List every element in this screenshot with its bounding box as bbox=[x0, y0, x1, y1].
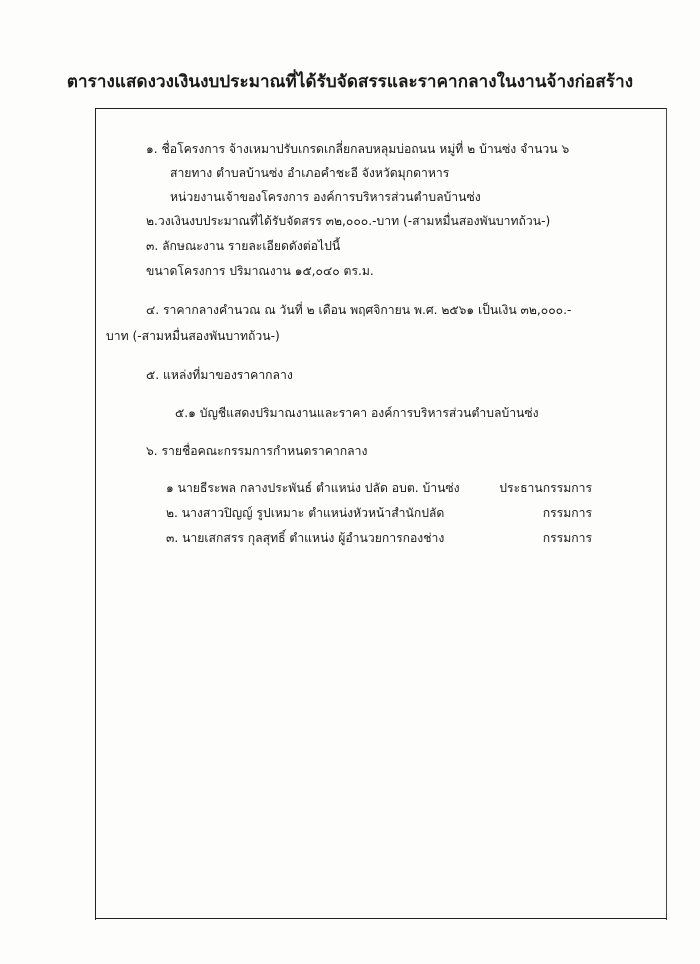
median-price-line1: ๔. ราคากลางคำนวณ ณ วันที่ ๒ เดือน พฤศจิกายน พ.ศ. ๒๕๖๑ เป็นเงิน ๓๒,๐๐๐.- bbox=[146, 303, 572, 317]
committee-member-role: กรรมการ bbox=[542, 531, 592, 545]
project-owner: หน่วยงานเจ้าของโครงการ องค์การบริหารส่วนตำบลบ้านซ่ง bbox=[170, 190, 481, 204]
work-nature: ๓. ลักษณะงาน รายละเอียดดังต่อไปนี้ bbox=[146, 239, 341, 253]
project-size: ขนาดโครงการ ปริมาณงาน ๑๕,๐๔๐ ตร.ม. bbox=[146, 264, 374, 278]
source-heading: ๕. แหล่งที่มาของราคากลาง bbox=[146, 368, 293, 382]
frame-right-border bbox=[666, 108, 667, 920]
committee-heading: ๖. รายชื่อคณะกรรมการกำหนดราคากลาง bbox=[146, 444, 368, 458]
budget-line: ๒.วงเงินงบประมาณที่ได้รับจัดสรร ๓๒,๐๐๐.-บาท (-สามหมื่นสองพันบาทถ้วน-) bbox=[146, 214, 551, 228]
committee-member-role: ประธานกรรมการ bbox=[499, 481, 592, 495]
project-name-line1: ๑. ชื่อโครงการ จ้างเหมาปรับเกรดเกลี่ยกลบหลุมบ่อถนน หมู่ที่ ๒ บ้านซ่ง จำนวน ๖ bbox=[146, 142, 570, 156]
committee-member-role: กรรมการ bbox=[542, 506, 592, 520]
committee-member-name: ๓. นายเสกสรร กุลสุทธิ์ ตำแหน่ง ผู้อำนวยการกองช่าง bbox=[166, 531, 445, 545]
median-price-line2: บาท (-สามหมื่นสองพันบาทถ้วน-) bbox=[106, 329, 280, 343]
page-title: ตารางแสดงวงเงินงบประมาณที่ได้รับจัดสรรและราคากลางในงานจ้างก่อสร้าง bbox=[66, 72, 634, 92]
frame-bottom-border bbox=[95, 918, 667, 919]
committee-member-name: ๑ นายธีระพล กลางประพันธ์ ตำแหน่ง ปลัด อบต. บ้านซ่ง bbox=[166, 481, 460, 495]
source-item: ๕.๑ บัญชีแสดงปริมาณงานและราคา องค์การบริหารส่วนตำบลบ้านซ่ง bbox=[175, 406, 539, 420]
project-name-line2: สายทาง ตำบลบ้านซ่ง อำเภอคำชะอี จังหวัดมุกดาหาร bbox=[170, 166, 450, 180]
committee-member-name: ๒. นางสาวปิญญ์ รูปเหมาะ ตำแหน่งหัวหน้าสำนักปลัด bbox=[166, 506, 445, 520]
